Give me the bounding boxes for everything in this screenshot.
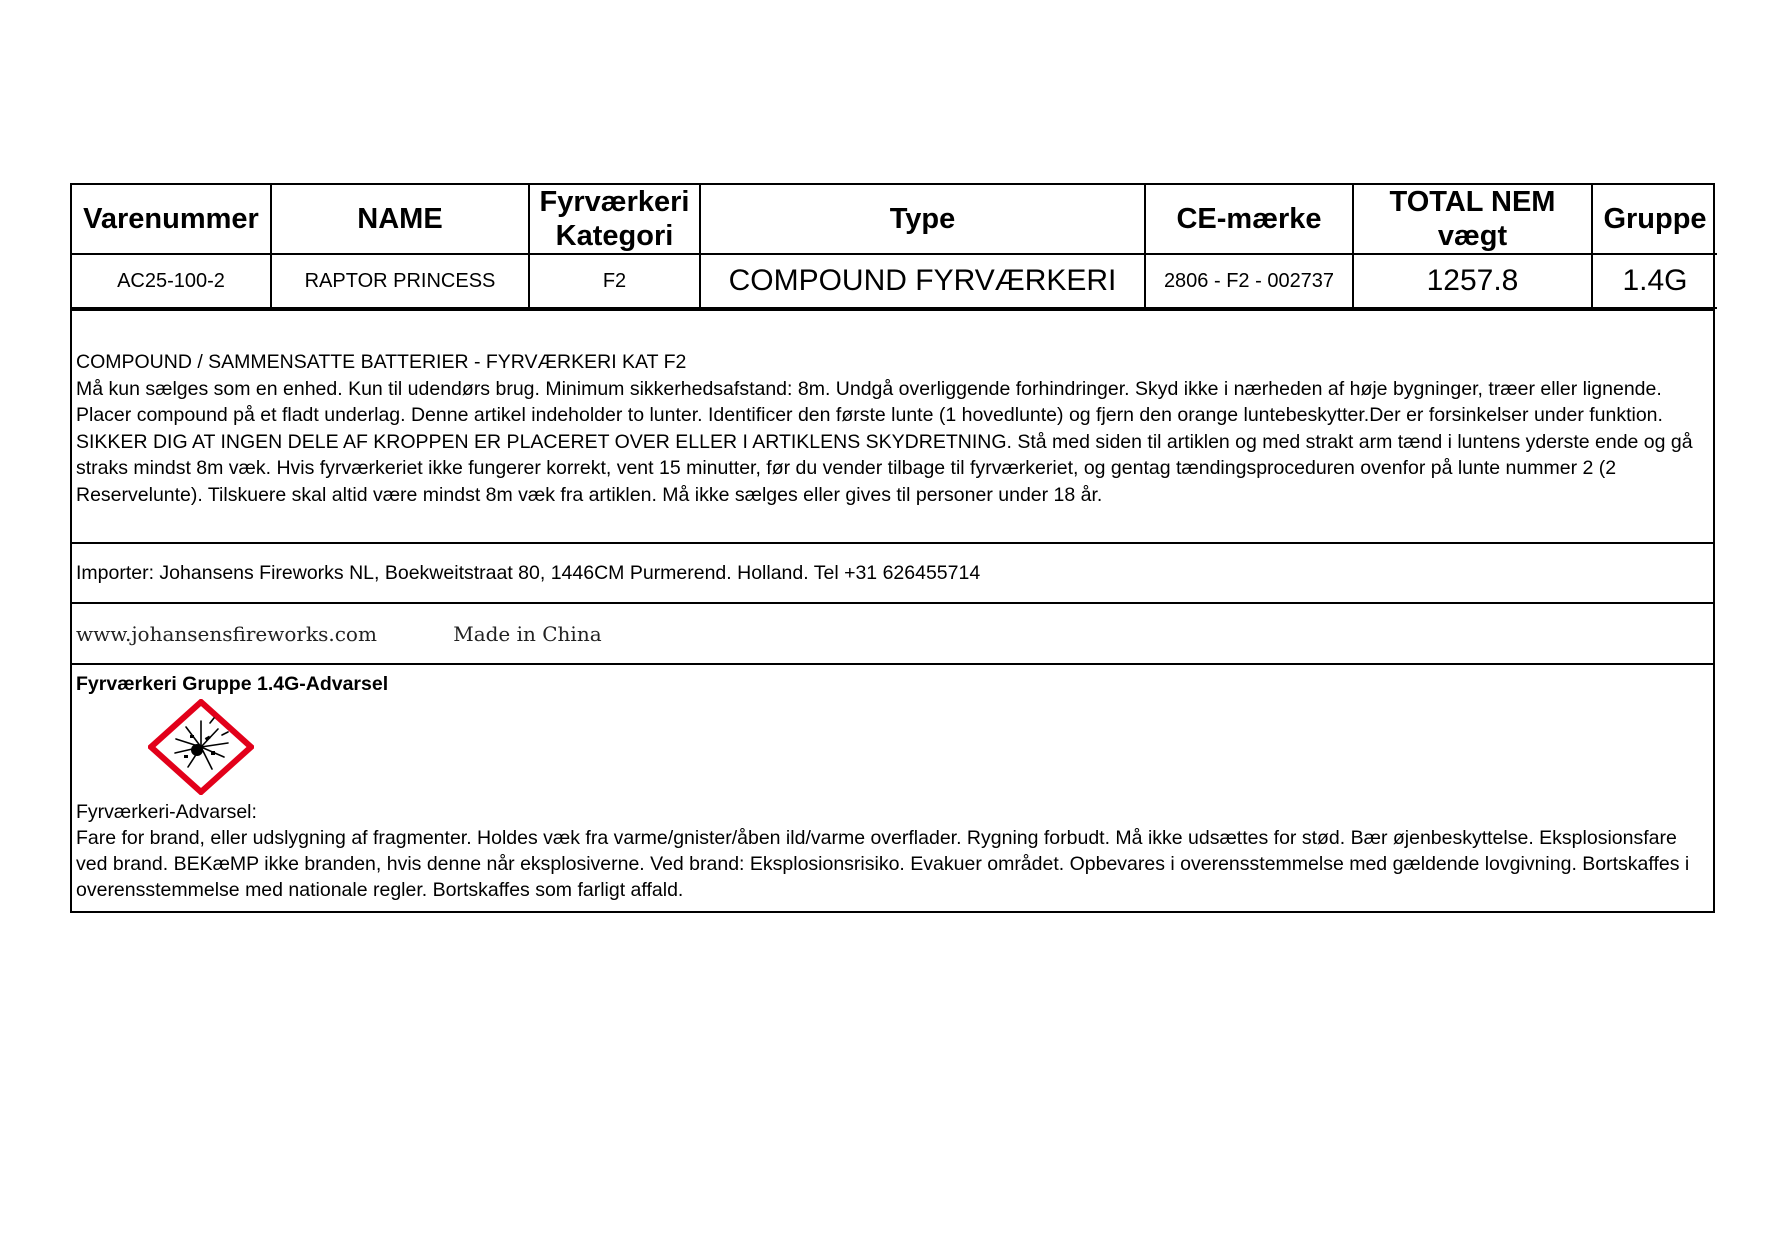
cell-name: RAPTOR PRINCESS: [271, 254, 529, 308]
warning-subtitle: Fyrværkeri-Advarsel:: [76, 801, 257, 823]
origin-text: Made in China: [453, 622, 602, 646]
header-total-nem-vaegt: TOTAL NEM vægt: [1353, 185, 1592, 254]
description-title: COMPOUND / SAMMENSATTE BATTERIER - FYRVÆRKERI KAT F2: [76, 351, 687, 373]
website-text: www.johansensfireworks.com: [76, 622, 377, 646]
cell-total-nem-vaegt: 1257.8: [1353, 254, 1592, 308]
cell-gruppe: 1.4G: [1592, 254, 1717, 308]
header-gruppe: Gruppe: [1592, 185, 1717, 254]
cell-type: COMPOUND FYRVÆRKERI: [700, 254, 1145, 308]
header-type: Type: [700, 185, 1145, 254]
header-ce-maerke: CE-mærke: [1145, 185, 1353, 254]
header-varenummer: Varenummer: [72, 185, 271, 254]
table-row: [72, 254, 1717, 308]
description-section: [72, 309, 1713, 542]
header-name: NAME: [271, 185, 529, 254]
product-info-table: [72, 185, 1717, 309]
product-label-sheet: [70, 183, 1715, 913]
table-header-row: [72, 185, 1717, 254]
header-kategori: Fyrværkeri Kategori: [529, 185, 700, 254]
cell-ce-maerke: 2806 - F2 - 002737: [1145, 254, 1353, 308]
description-text: Må kun sælges som en enhed. Kun til udendørs brug. Minimum sikkerhedsafstand: 8m. Undgå overliggende forhindringer. Skyd ikke i nærheden af høje bygninger, træer eller lignende. Placer compound på et fladt underlag. Denne artikel indeholder to lunter. Identificer den første lunte (1 hovedlunte) og fjern den orange luntebeskytter.Der er forsinkelser under funktion. SIKKER DIG AT INGEN DELE AF KROPPEN ER PLACERET OVER ELLER I ARTIKLENS SKYDRETNING. Stå med siden til artiklen og med strakt arm tænd i luntens yderste ende og gå straks mindst 8m væk. Hvis fyrværkeriet ikke fungerer korrekt, vent 15 minutter, før du vender tilbage til fyrværkeriet, og gentag tændingsproceduren ovenfor på lunte nummer 2 (2 Reservelunte). Tilskuere skal altid være mindst 8m væk fra artiklen. Må ikke sælges eller gives til personer under 18 år.: [76, 377, 1693, 506]
warning-title: Fyrværkeri Gruppe 1.4G-Advarsel: [76, 673, 389, 695]
warning-section: [72, 663, 1713, 911]
importer-section: [72, 542, 1713, 602]
importer-text: Importer: Johansens Fireworks NL, Boekweitstraat 80, 1446CM Purmerend. Holland. Tel +31 626455714: [76, 562, 981, 584]
warning-text: Fare for brand, eller udslygning af fragmenter. Holdes væk fra varme/gnister/åben ild/varme overflader. Rygning forbudt. Må ikke udsættes for stød. Bær øjenbeskyttelse. Eksplosionsfare ved brand. BEKæMP ikke branden, hvis denne når eksplosiverne. Ved brand: Eksplosionsrisiko. Evakuer området. Opbevares i overensstemmelse med gældende lovgivning. Bortskaffes i overensstemmelse med nationale regler. Bortskaffes som farligt affald.: [76, 827, 1690, 901]
website-section: [72, 602, 1713, 663]
ghs01-exploding-bomb-icon: [148, 699, 254, 795]
cell-kategori: F2: [529, 254, 700, 308]
cell-varenummer: AC25-100-2: [72, 254, 271, 308]
